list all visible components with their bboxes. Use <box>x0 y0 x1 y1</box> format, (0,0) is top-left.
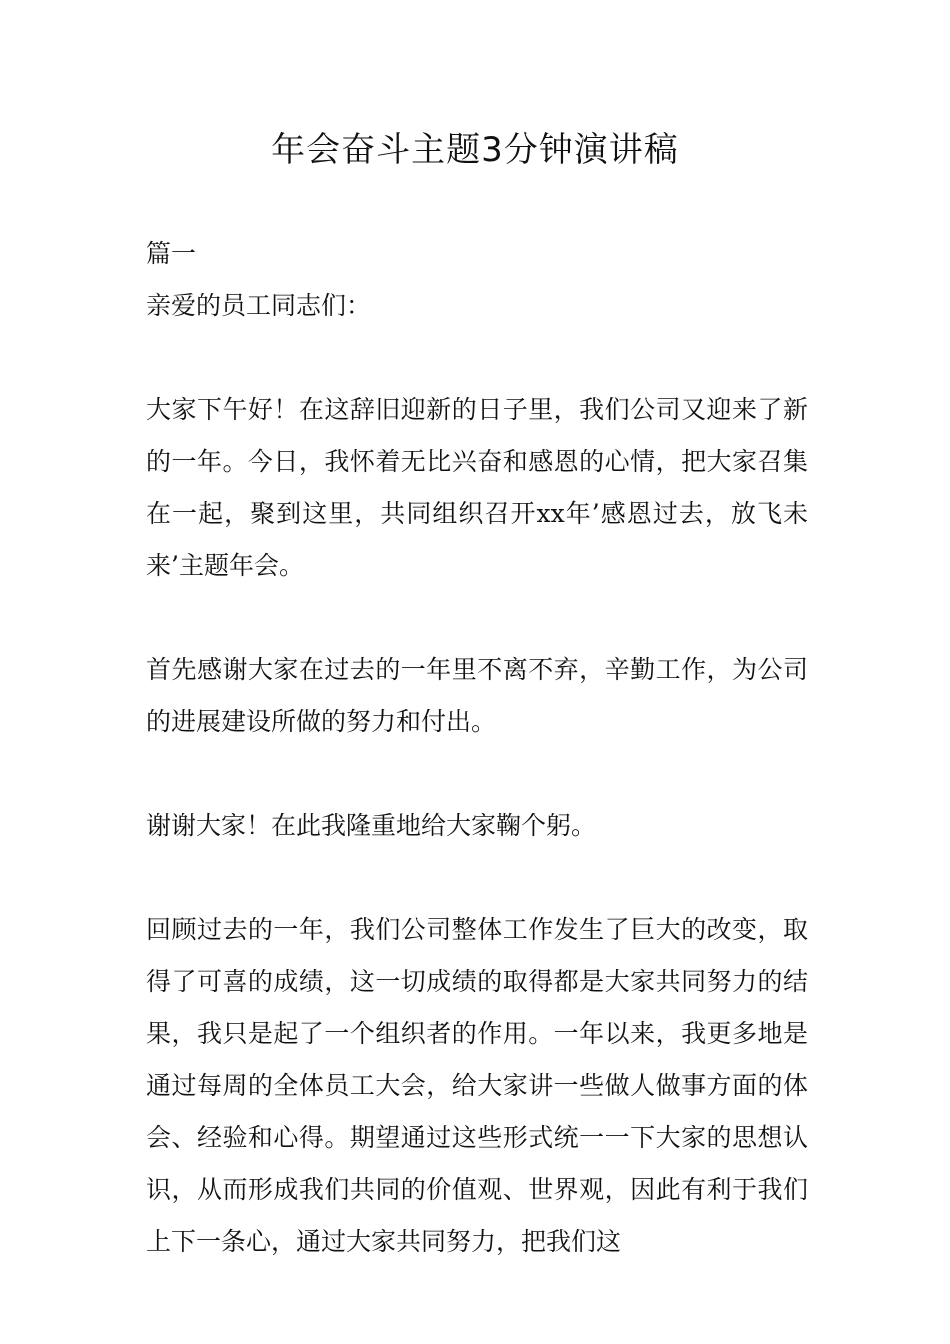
document-title: 年会奋斗主题3分钟演讲稿 <box>271 130 679 170</box>
section-label: 篇一 <box>146 239 197 268</box>
paragraph-review: 回顾过去的一年，我们公司整体工作发生了巨大的改变，取得了可喜的成绩，这一切成绩的取得都是大家共同努力的结果，我只是起了一个组织者的作用。一年以来，我更多地是通过每周的全体员工大会，给大家讲一些做人做事方面的体会、经验和心得。期望通过这些形式统一一下大家的思想认识，从而形成我们共同的价值观、世界观，因此有利于我们上下一条心，通过大家共同努力，把我们这 <box>146 915 808 1256</box>
salutation: 亲爱的员工同志们： <box>146 291 372 320</box>
paragraph-thanks: 首先感谢大家在过去的一年里不离不弃，辛勤工作，为公司的进展建设所做的努力和付出。 <box>146 655 808 736</box>
paragraph-greeting: 大家下午好！在这辞旧迎新的日子里，我们公司又迎来了新的一年。今日，我怀着无比兴奋和感恩的心情，把大家召集在一起，聚到这里，共同组织召开xx年’感恩过去，放飞未来’主题年会。 <box>146 395 808 580</box>
paragraph-bow: 谢谢大家！在此我隆重地给大家鞠个躬。 <box>146 811 597 840</box>
document-body <box>146 228 808 1268</box>
